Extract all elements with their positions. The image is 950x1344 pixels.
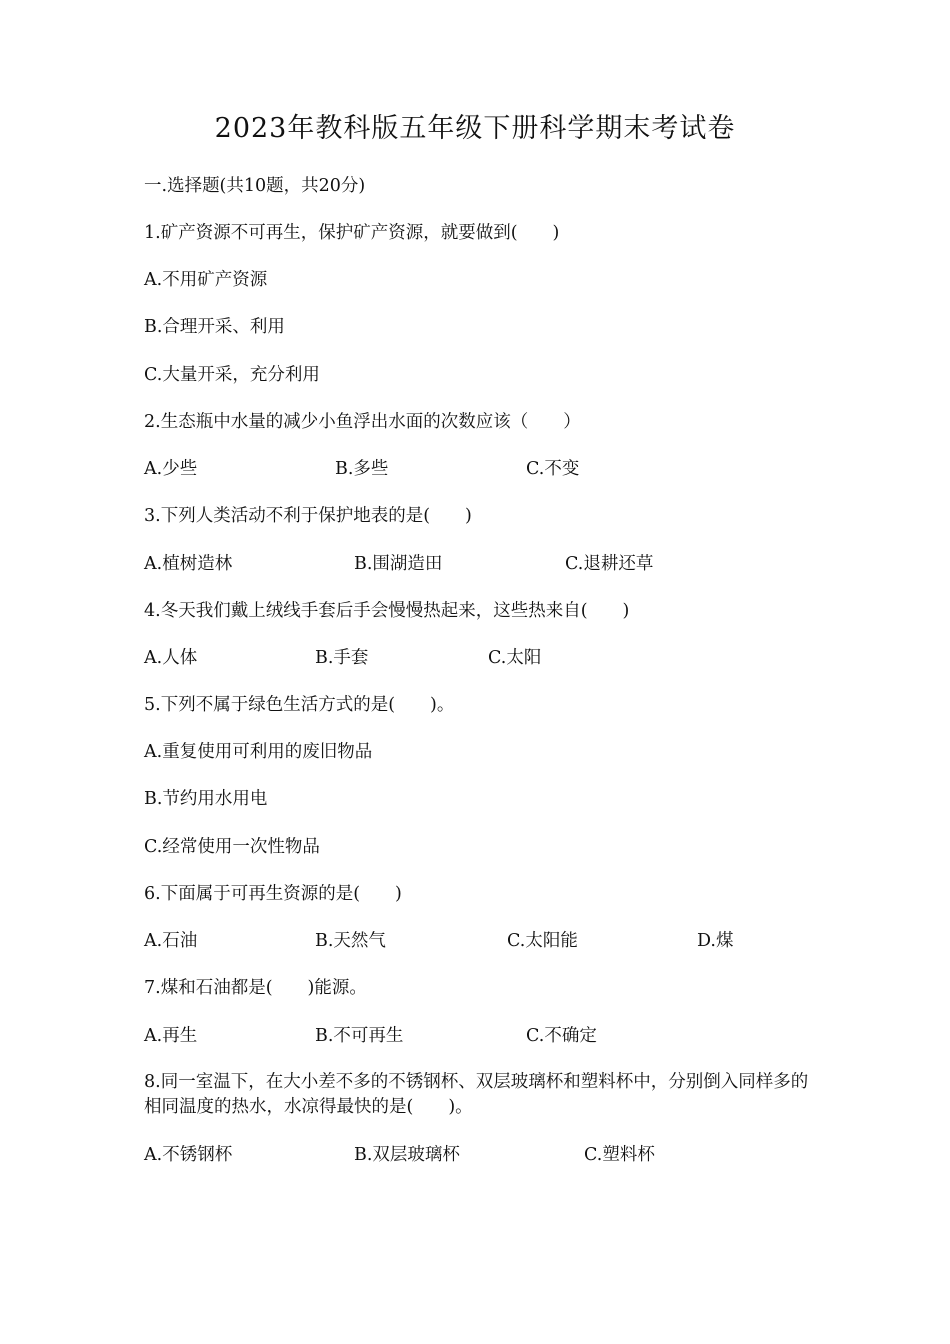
- question-4-option-c: C.太阳: [488, 648, 542, 668]
- question-1-option-a: A.不用矿产资源: [144, 270, 268, 290]
- exam-title: 2023年教科版五年级下册科学期末考试卷: [214, 113, 736, 144]
- question-5-option-b: B.节约用水用电: [144, 789, 268, 809]
- question-5-stem: 5.下列不属于绿色生活方式的是( )。: [144, 695, 455, 715]
- question-1-option-b: B.合理开采、利用: [144, 317, 285, 337]
- question-4-stem: 4.冬天我们戴上绒线手套后手会慢慢热起来，这些热来自( ): [144, 601, 630, 621]
- question-1-stem: 1.矿产资源不可再生，保护矿产资源，就要做到( ): [144, 223, 560, 243]
- question-1-option-c: C.大量开采，充分利用: [144, 365, 320, 385]
- question-8-option-c: C.塑料杯: [584, 1145, 655, 1165]
- question-3-option-c: C.退耕还草: [565, 554, 654, 574]
- question-3-option-a: A.植树造林: [144, 554, 233, 574]
- question-6-option-c: C.太阳能: [507, 931, 578, 951]
- question-5-option-a: A.重复使用可利用的废旧物品: [144, 742, 373, 762]
- question-8-stem: 8.同一室温下，在大小差不多的不锈钢杯、双层玻璃杯和塑料杯中，分别倒入同样多的相同温度的热水，水凉得最快的是( )。: [144, 1072, 809, 1117]
- question-2-stem: 2.生态瓶中水量的减少小鱼浮出水面的次数应该（ ）: [144, 412, 581, 432]
- question-2-option-a: A.少些: [144, 459, 198, 479]
- question-6-option-a: A.石油: [144, 931, 198, 951]
- question-6-option-b: B.天然气: [315, 931, 386, 951]
- question-2-option-b: B.多些: [335, 459, 389, 479]
- question-2-option-c: C.不变: [526, 459, 580, 479]
- question-3-option-b: B.围湖造田: [354, 554, 443, 574]
- section-heading: 一.选择题(共10题，共20分): [144, 176, 366, 196]
- question-8-option-a: A.不锈钢杯: [144, 1145, 233, 1165]
- question-7-stem: 7.煤和石油都是( )能源。: [144, 978, 367, 998]
- question-4-option-a: A.人体: [144, 648, 198, 668]
- question-4-option-b: B.手套: [315, 648, 369, 668]
- question-3-stem: 3.下列人类活动不利于保护地表的是( ): [144, 506, 472, 526]
- question-8-option-b: B.双层玻璃杯: [354, 1145, 460, 1165]
- question-6-option-d: D.煤: [697, 931, 734, 951]
- question-6-stem: 6.下面属于可再生资源的是( ): [144, 884, 402, 904]
- question-7-option-a: A.再生: [144, 1026, 198, 1046]
- question-7-option-c: C.不确定: [526, 1026, 597, 1046]
- question-7-option-b: B.不可再生: [315, 1026, 404, 1046]
- question-5-option-c: C.经常使用一次性物品: [144, 837, 320, 857]
